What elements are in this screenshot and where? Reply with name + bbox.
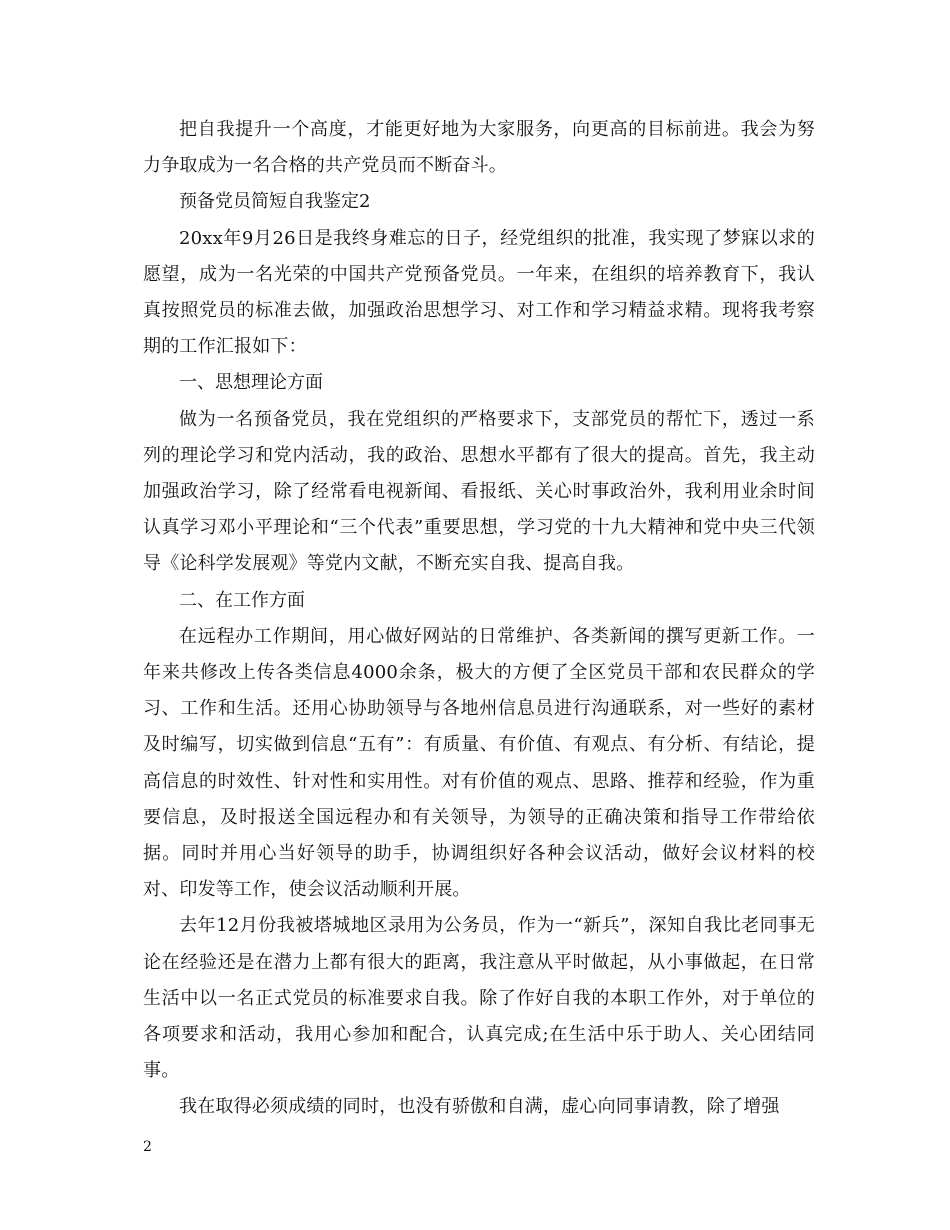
section-title: 预备党员简短自我鉴定2 bbox=[179, 191, 371, 213]
paragraph-work-civil-servant: 去年12月份我被塔城地区录用为公务员，作为一“新兵”，深知自我比老同事无论在经验还是在潜力上都有很大的距离，我注意从平时做起，从小事做起，在日常生活中以一名正式党员的标准要求自我。除了作好自我的本职工作外，对于单位的各项要求和活动，我用心参加和配合，认真完成;在生活中乐于助人、关心团结同事。 bbox=[143, 915, 815, 1082]
paragraph-closing-partial: 我在取得必须成绩的同时，也没有骄傲和自满，虚心向同事请教，除了增强 bbox=[179, 1096, 780, 1118]
heading-ideology-theory: 一、思想理论方面 bbox=[179, 372, 323, 394]
document-body bbox=[143, 112, 815, 1126]
paragraph-intro-continuation: 把自我提升一个高度，才能更好地为大家服务，向更高的目标前进。我会为努力争取成为一名合格的共产党员而不断奋斗。 bbox=[143, 119, 815, 177]
page-number: 2 bbox=[143, 1139, 152, 1155]
paragraph-ideology-theory: 做为一名预备党员，我在党组织的严格要求下，支部党员的帮忙下，透过一系列的理论学习和党内活动，我的政治、思想水平都有了很大的提高。首先，我主动加强政治学习，除了经常看电视新闻、看报纸、关心时事政治外，我利用业余时间认真学习邓小平理论和“三个代表”重要思想，学习党的十九大精神和党中央三代领导《论科学发展观》等党内文献，不断充实自我、提高自我。 bbox=[143, 408, 815, 575]
heading-work: 二、在工作方面 bbox=[179, 589, 305, 611]
paragraph-opening: 20xx年9月26日是我终身难忘的日子，经党组织的批准，我实现了梦寐以求的愿望，成为一名光荣的中国共产党预备党员。一年来，在组织的培养教育下，我认真按照党员的标准去做，加强政治思想学习、对工作和学习精益求精。现将我考察期的工作汇报如下： bbox=[143, 227, 815, 358]
paragraph-work-remote-office: 在远程办工作期间，用心做好网站的日常维护、各类新闻的撰写更新工作。一年来共修改上传各类信息4000余条，极大的方便了全区党员干部和农民群众的学习、工作和生活。还用心协助领导与各地州信息员进行沟通联系，对一些好的素材及时编写，切实做到信息“五有”：有质量、有价值、有观点、有分析、有结论，提高信息的时效性、针对性和实用性。对有价值的观点、思路、推荐和经验，作为重要信息，及时报送全国远程办和有关领导，为领导的正确决策和指导工作带给依据。同时并用心当好领导的助手，协调组织好各种会议活动，做好会议材料的校对、印发等工作，使会议活动顺利开展。 bbox=[143, 625, 815, 901]
